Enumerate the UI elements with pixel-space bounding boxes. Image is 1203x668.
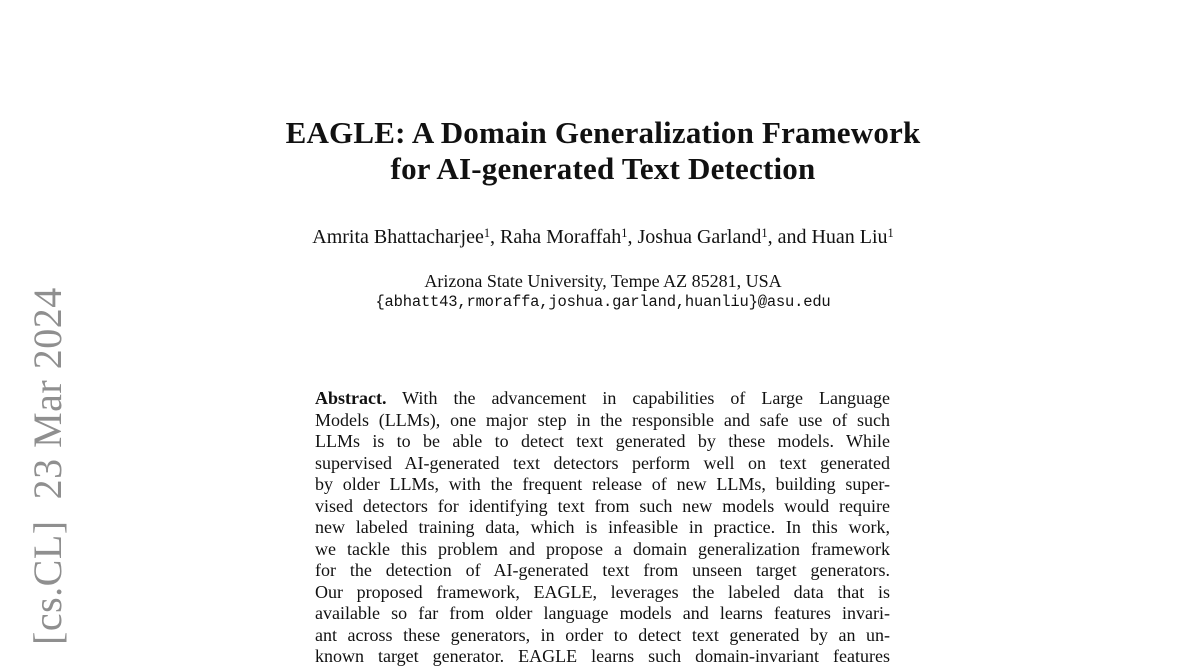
abstract-line: new labeled training data, which is infeasible in practice. In this work, (315, 517, 890, 537)
author-superscript: 1 (621, 226, 628, 241)
abstract-line: supervised AI-generated text detectors perform well on text generated (315, 452, 890, 473)
author-name: Joshua Garland (637, 226, 762, 248)
abstract-line: ant across these generators, in order to detect text generated by an un- (315, 624, 890, 645)
abstract-label: Abstract. (315, 388, 387, 408)
author-name: Raha Moraffah (500, 226, 622, 248)
email-line: {abhatt43,rmoraffa,joshua.garland,huanliu}@asu.edu (375, 293, 831, 311)
arxiv-watermark: [cs.CL] 23 Mar 2024 (25, 287, 70, 645)
abstract-line: LLMs is to be able to detect text generated by these models. While (315, 431, 890, 451)
author-superscript: 1 (761, 226, 768, 241)
abstract-line: by older LLMs, with the frequent release of new LLMs, building super- (315, 474, 890, 494)
abstract-line: known target generator. EAGLE learns such domain-invariant features (315, 646, 890, 666)
affiliation: Arizona State University, Tempe AZ 85281, USA (424, 271, 782, 291)
abstract-line: available so far from older language models and learns features invari- (315, 603, 890, 623)
paper-title-line-2: for AI-generated Text Detection (390, 151, 816, 186)
abstract-block (315, 388, 890, 668)
abstract-first-line-text: With the advancement in capabilities of Large Language (386, 388, 890, 408)
abstract-line: for the detection of AI-generated text from unseen target generators. (315, 560, 890, 580)
author-separator: , (490, 226, 501, 248)
author-name: Amrita Bhattacharjee (312, 226, 484, 248)
author-separator: , (627, 226, 638, 248)
authors-line (3, 226, 1203, 249)
author-name: Huan Liu (811, 226, 888, 248)
abstract-line: we tackle this problem and propose a domain generalization framework (315, 538, 890, 559)
author-separator: , and (767, 226, 812, 248)
paper-title (3, 115, 1203, 187)
abstract-line: vised detectors for identifying text from such new models would require (315, 495, 890, 516)
author-superscript: 1 (483, 226, 491, 241)
paper-title-line-1: EAGLE: A Domain Generalization Framework (285, 115, 921, 150)
abstract-line: Our proposed framework, EAGLE, leverages the labeled data that is (315, 581, 890, 602)
abstract-line: Models (LLMs), one major step in the responsible and safe use of such (315, 409, 890, 430)
author-superscript: 1 (887, 226, 894, 241)
abstract-line (315, 388, 890, 410)
